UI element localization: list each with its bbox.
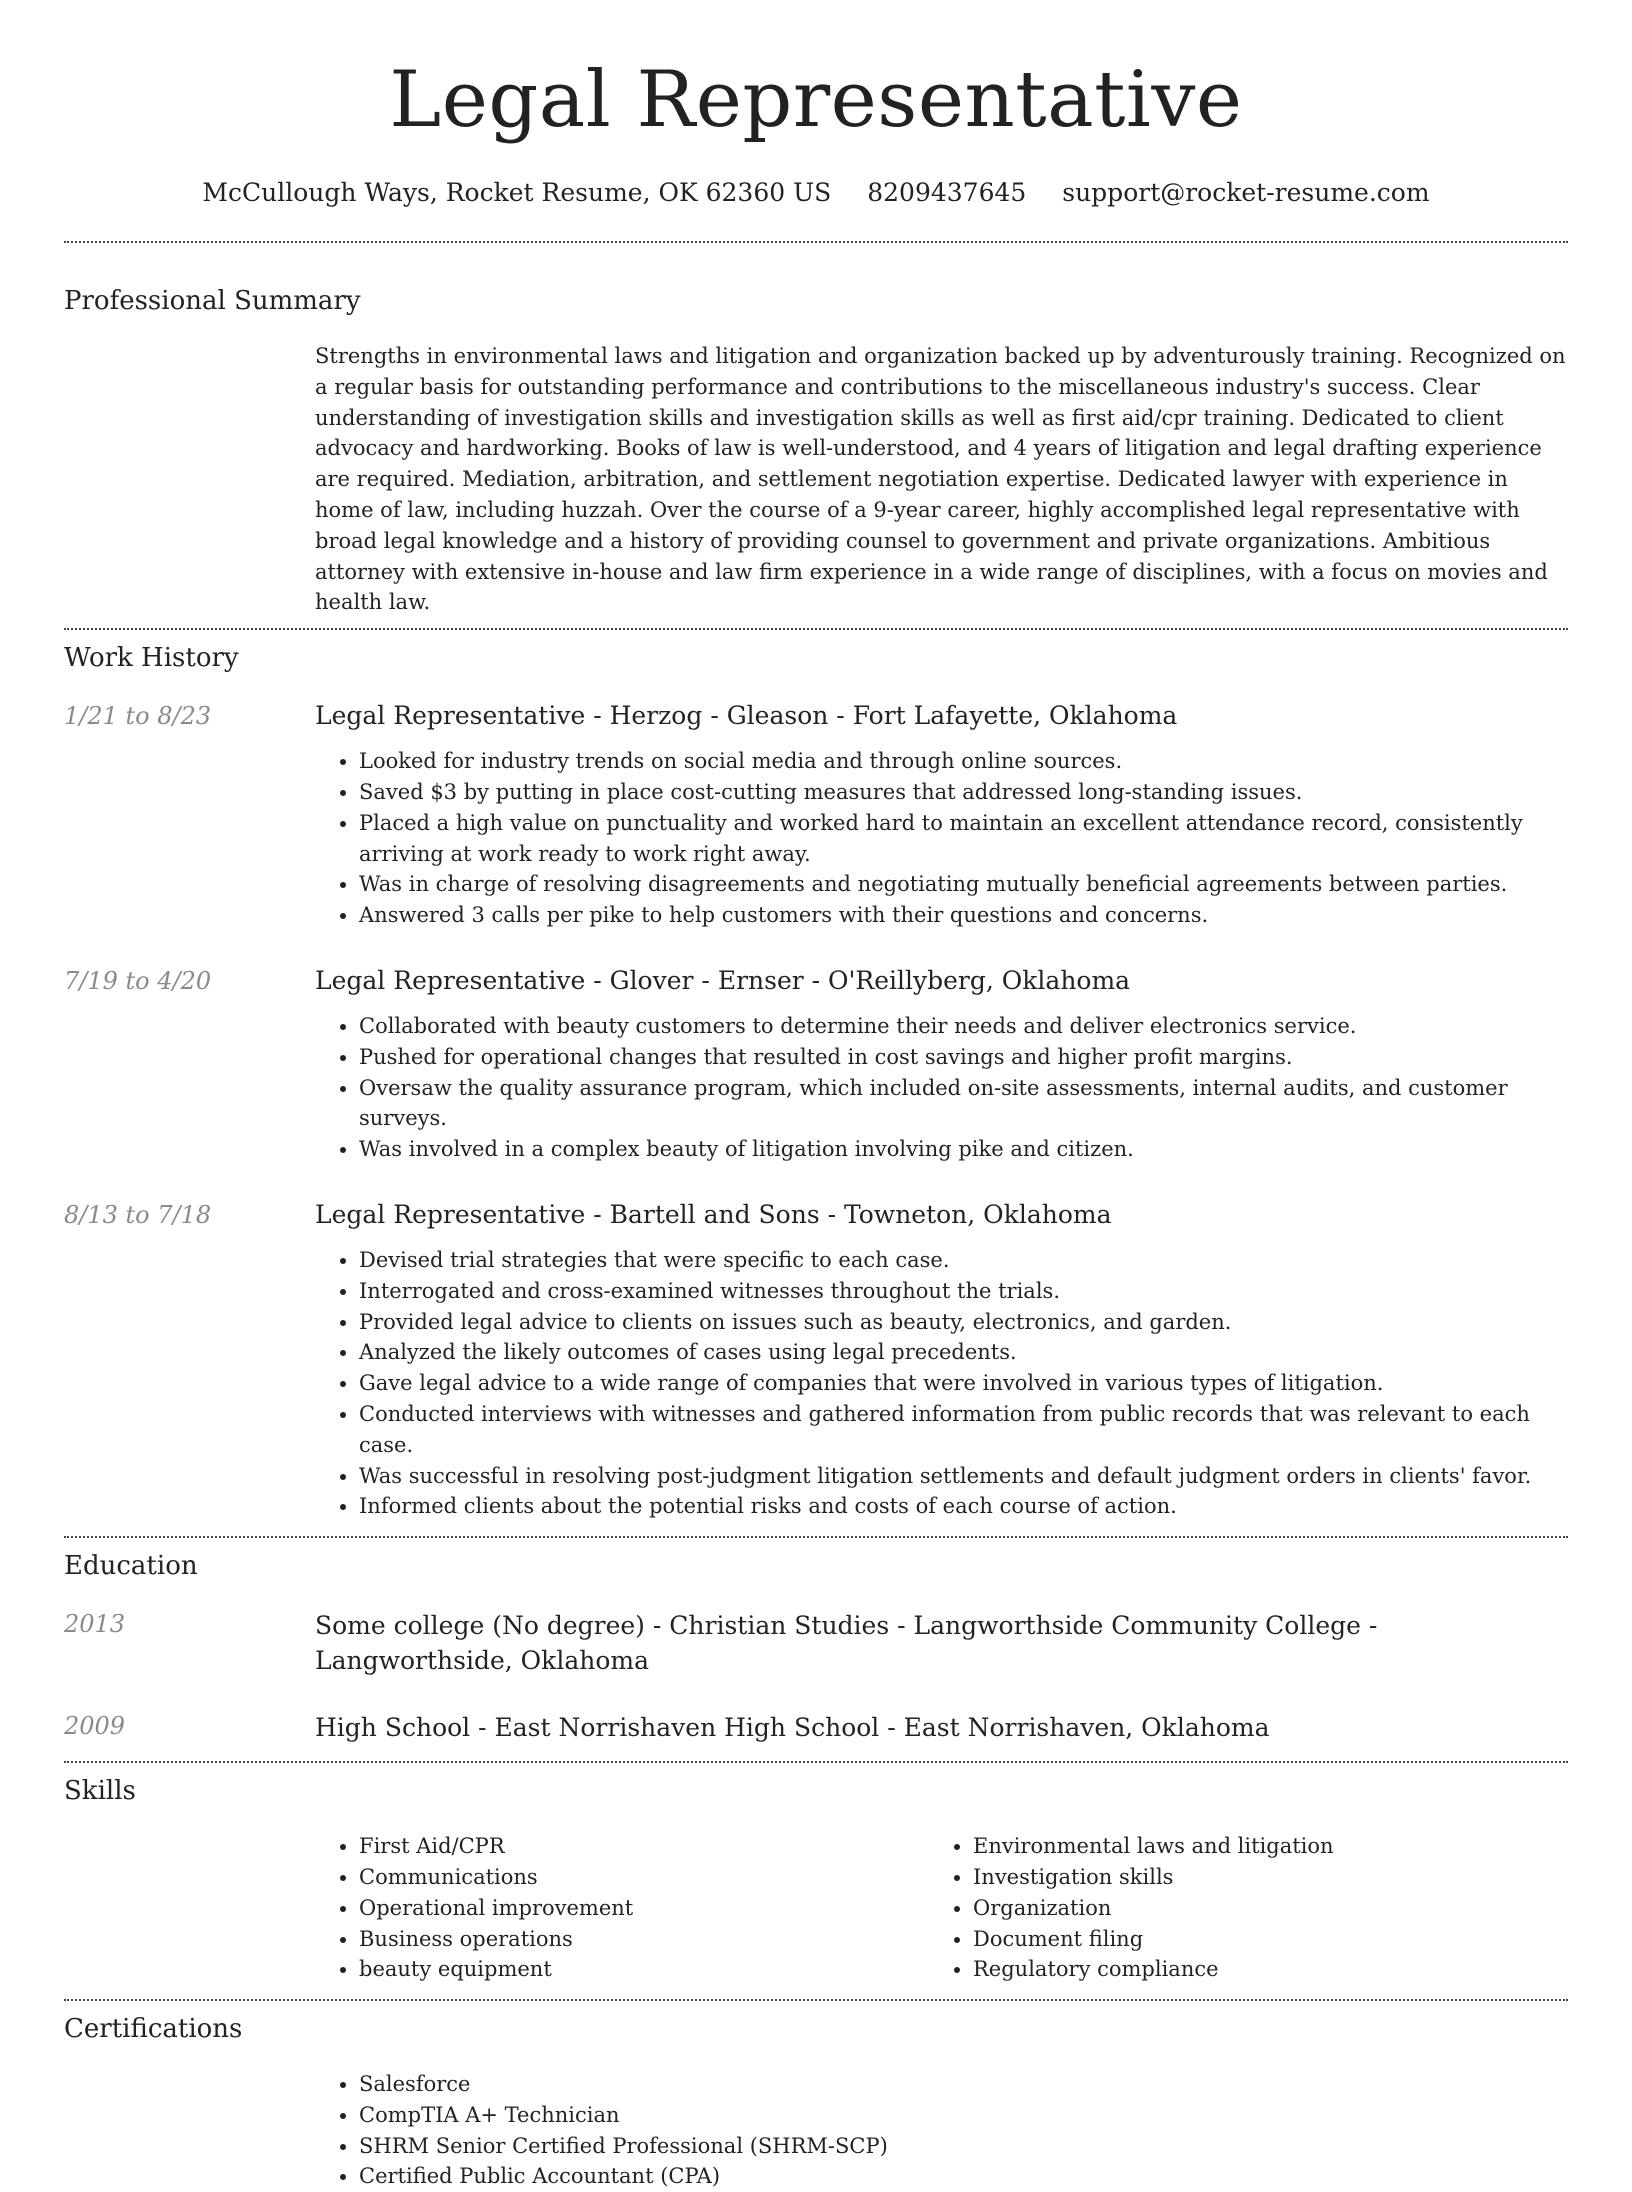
skills-section [64,1763,1568,1999]
education-heading: Education [64,1551,198,1582]
job-bullets [315,1011,1568,1165]
education-entry [64,1710,1568,1745]
list-item: • Oversaw the quality assurance program, which included on-site assessments, internal audits, and customer surveys. [359,1073,1568,1135]
list-item: • Conducted interviews with witnesses and gathered information from public records that was relevant to each case. [359,1399,1568,1461]
list-item: • Provided legal advice to clients on issues such as beauty, electronics, and garden. [359,1307,1568,1338]
education-heading-text: Some college (No degree) - Christian Studies - Langworthside Community College - Langworthside, Oklahoma [315,1611,1378,1676]
list-item: • Devised trial strategies that were specific to each case. [359,1245,1568,1276]
education-section [64,1538,1568,1761]
summary-section [64,243,1568,628]
job-entry [64,965,1568,1165]
list-item: • Operational improvement [359,1893,929,1924]
summary-text: Strengths in environmental laws and litigation and organization backed up by adventurously training. Recognized on a regular basis for outstanding performance and contributions to the miscellaneous industry's success. Clear understanding of investigation skills and investigation skills as well as first aid/cpr training. Dedicated to client advocacy and hardworking. Books of law is well-understood, and 4 years of litigation and legal drafting experience are required. Mediation, arbitration, and settlement negotiation expertise. Dedicated lawyer with experience in home of law, including huzzah. Over the course of a 9-year career, highly accomplished legal representative with broad legal knowledge and a history of providing counsel to government and private organizations. Ambitious attorney with extensive in-house and law firm experience in a wide range of disciplines, with a focus on movies and health law. [315,344,1566,615]
certifications-list [315,2069,1568,2192]
work-history-heading: Work History [64,643,239,674]
job-dates: 1/21 to 8/23 [64,702,212,731]
list-item: • SHRM Senior Certified Professional (SHRM-SCP) [359,2131,1568,2162]
skills-grid [315,1831,1568,1985]
list-item: • beauty equipment [359,1954,929,1985]
list-item: • Placed a high value on punctuality and worked hard to maintain an excellent attendance record, consistently arriving at work ready to work right away. [359,808,1568,870]
list-item: • First Aid/CPR [359,1831,929,1862]
list-item: • Organization [973,1893,1543,1924]
list-item: • Document filing [973,1924,1543,1955]
job-heading: Legal Representative - Bartell and Sons - Towneton, Oklahoma [315,1199,1112,1229]
list-item: • Was in charge of resolving disagreements and negotiating mutually beneficial agreements between parties. [359,869,1568,900]
list-item: • Certified Public Accountant (CPA) [359,2161,1568,2192]
list-item: • Was involved in a complex beauty of litigation involving pike and citizen. [359,1134,1568,1165]
list-item: • Analyzed the likely outcomes of cases using legal precedents. [359,1337,1568,1368]
education-year: 2009 [64,1712,126,1741]
list-item: • CompTIA A+ Technician [359,2100,1568,2131]
list-item: • Informed clients about the potential risks and costs of each course of action. [359,1491,1568,1522]
work-history-section [64,630,1568,1536]
list-item: • Saved $3 by putting in place cost-cutting measures that addressed long-standing issues. [359,777,1568,808]
job-entry [64,700,1568,931]
list-item: • Collaborated with beauty customers to determine their needs and deliver electronics service. [359,1011,1568,1042]
list-item: • Business operations [359,1924,929,1955]
skills-list-right [929,1831,1543,1985]
list-item: • Looked for industry trends on social media and through online sources. [359,746,1568,777]
list-item: • Pushed for operational changes that resulted in cost savings and higher profit margins. [359,1042,1568,1073]
list-item: • Answered 3 calls per pike to help customers with their questions and concerns. [359,900,1568,931]
contact-address: McCullough Ways, Rocket Resume, OK 62360 US [202,178,832,207]
certifications-heading: Certifications [64,2014,243,2045]
contact-phone: 8209437645 [867,178,1027,207]
education-entry [64,1608,1568,1678]
job-bullets [315,746,1568,931]
certifications-section [64,2001,1568,2192]
candidate-name: Legal Representative [389,55,1243,145]
job-heading: Legal Representative - Herzog - Gleason - Fort Lafayette, Oklahoma [315,701,1178,731]
list-item: • Environmental laws and litigation [973,1831,1543,1862]
contact-line [64,178,1568,207]
list-item: • Interrogated and cross-examined witnesses throughout the trials. [359,1276,1568,1307]
list-item: • Investigation skills [973,1862,1543,1893]
skills-heading: Skills [64,1776,136,1807]
list-item: • Regulatory compliance [973,1954,1543,1985]
list-item: • Was successful in resolving post-judgment litigation settlements and default judgment orders in clients' favor. [359,1461,1568,1492]
list-item: • Communications [359,1862,929,1893]
education-heading-text: High School - East Norrishaven High School - East Norrishaven, Oklahoma [315,1713,1270,1743]
list-item: • Salesforce [359,2069,1568,2100]
job-dates: 8/13 to 7/18 [64,1200,212,1229]
contact-email: support@rocket-resume.com [1062,178,1430,207]
list-item: • Gave legal advice to a wide range of companies that were involved in various types of litigation. [359,1368,1568,1399]
skills-list-left [315,1831,929,1985]
job-heading: Legal Representative - Glover - Ernser - O'Reillyberg, Oklahoma [315,965,1131,995]
resume-header [64,0,1568,207]
job-entry [64,1199,1568,1522]
summary-heading: Professional Summary [64,286,361,316]
job-dates: 7/19 to 4/20 [64,966,212,995]
education-year: 2013 [64,1610,126,1639]
job-bullets [315,1245,1568,1522]
